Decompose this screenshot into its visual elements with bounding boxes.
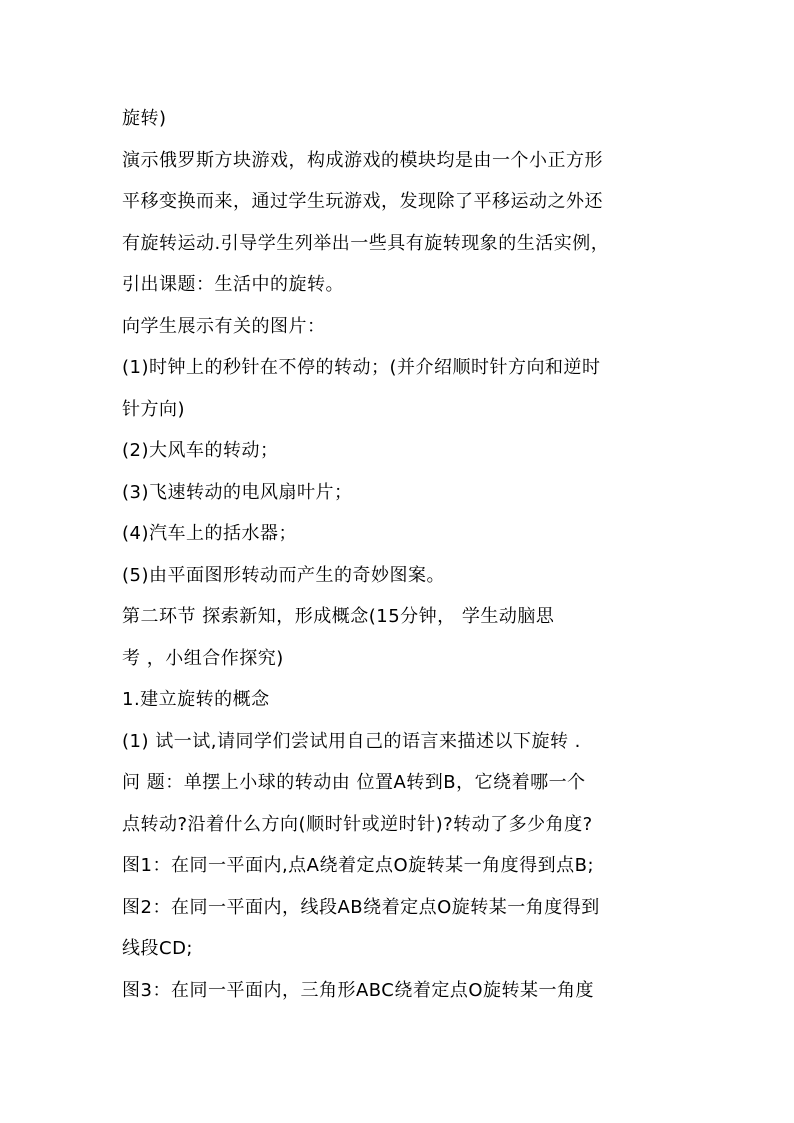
text-line-22: 图3：在同一平面内，三角形ABC绕着定点O旋转某一角度 <box>122 979 595 1001</box>
text-line-5: 引出课题：生活中的旋转。 <box>122 274 344 295</box>
text-line-7: (1)时钟上的秒针在不停的转动；(并介绍顺时针方向和逆时 <box>122 357 601 378</box>
text-line-20: 图2：在同一平面内，线段AB绕着定点O旋转某一角度得到 <box>122 896 600 918</box>
text-line-6: 向学生展示有关的图片： <box>122 315 326 337</box>
text-line-2: 演示俄罗斯方块游戏，构成游戏的模块均是由一个小正方形 <box>122 149 603 171</box>
document-body <box>122 98 682 1011</box>
text-line-10: (3)飞速转动的电风扇叶片； <box>122 481 353 503</box>
text-line-11: (4)汽车上的括水器； <box>122 523 297 544</box>
text-line-4: 有旋转运动.引导学生列举出一些具有旋转现象的生活实例， <box>122 232 610 254</box>
text-line-19: 图1：在同一平面内,点A绕着定点O旋转某一角度得到点B; <box>122 855 595 876</box>
text-line-21: 线段CD; <box>122 938 193 959</box>
text-line-8: 针方向) <box>122 398 186 420</box>
text-line-1: 旋转) <box>122 108 167 129</box>
text-line-18: 点转动?沿着什么方向(顺时针或逆时针)?转动了多少角度? <box>122 813 593 835</box>
text-line-14: 考 ，小组合作探究) <box>122 647 284 669</box>
text-line-15: 1.建立旋转的概念 <box>122 689 270 710</box>
text-line-13: 第二环节 探索新知，形成概念(15分钟， 学生动脑思 <box>122 606 555 627</box>
text-line-12: (5)由平面图形转动而产生的奇妙图案。 <box>122 564 445 586</box>
text-line-3: 平移变换而来，通过学生玩游戏，发现除了平移运动之外还 <box>122 191 603 212</box>
text-line-9: (2)大风车的转动； <box>122 440 279 461</box>
text-line-17: 问 题：单摆上小球的转动由 位置A转到B，它绕着哪一个 <box>122 772 586 793</box>
text-line-16: (1) 试一试,请同学们尝试用自己的语言来描述以下旋转 . <box>122 730 581 752</box>
